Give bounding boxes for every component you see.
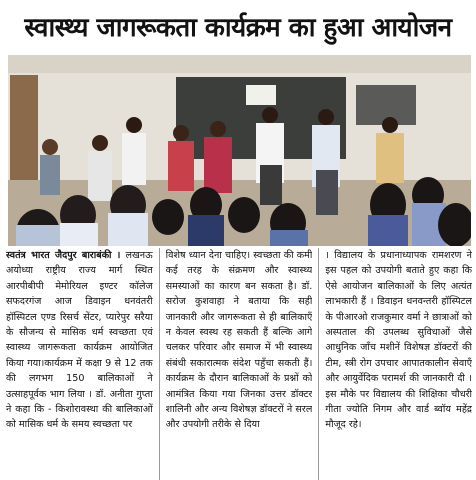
column-2-text: विशेष ध्यान देना चाहिए। स्वच्छता की कमी कई तरह के संक्रमण और स्वास्थ्य समस्याओं का कारण बन सकता है। डॉ. सरोज कुशवाहा ने बताया कि सही जानकारी और जागरूकता से ही बालिकाएँ न केवल स्वस्थ रह सकती हैं बल्कि आगे चलकर परिवार और समाज में भी स्वास्थ्य संबंधी सकारात्मक संदेश पहुँचा सकती हैं। कार्यक्रम के दौरान बालिकाओं के प्रश्नों को आमंत्रित किया गया जिनका उत्तर डॉक्टर शालिनी और अन्य विशेषज्ञ डॉक्टरों ने सरल और उपयोगी तरीके से दिया — [165, 250, 313, 431]
article-column-3 — [325, 248, 472, 480]
column-divider — [159, 248, 160, 480]
headline: स्वास्थ्य जागरूकता कार्यक्रम का हुआ आयोजन — [24, 13, 452, 43]
event-photo — [8, 55, 471, 246]
article-body — [6, 248, 472, 480]
article-column-1 — [6, 248, 153, 480]
dateline: स्वतंत्र भारत जैदपुर बाराबंकी । — [6, 250, 121, 261]
column-1-text: लखनऊ अयोध्या राष्ट्रीय राज्य मार्ग स्थित आरपीबीपी मेमोरियल इण्टर कॉलेज सफदरगंज आज डिवाइन धनवंतरी हॉस्पिटल एण्ड रिसर्च सेंटर, प्यारेपुर सरैया के सौजन्य से मासिक धर्म स्वच्छता एवं स्वास्थ्य जागरूकता कार्यक्रम आयोजित किया गया।कार्यक्रम में कक्षा 9 से 12 तक की लगभग 150 बालिकाओं ने उत्साहपूर्वक भाग लिया । डॉ. अनीता गुप्ता ने कहा कि - किशोरावस्था की बालिकाओं को मासिक धर्म के समय स्वच्छता पर — [6, 250, 153, 431]
column-3-text: । विद्यालय के प्रधानाध्यापक रामशरण ने इस पहल को उपयोगी बताते हुए कहा कि ऐसे आयोजन बालिकाओं के लिए अत्यंत लाभकारी हैं । डिवाइन धनवन्तरी हॉस्पिटल के पीआरओ राजकुमार वर्मा ने छात्राओं को अस्पताल की उपलब्ध सुविधाओं जैसे आधुनिक जाँच मशीनें विशेषज्ञ डॉक्टरों की टीम, स्त्री रोग उपचार आपातकालीन सेवाएँ और आयुर्वेदिक परामर्श की जानकारी दी । इस मौके पर विद्यालय की शिक्षिका चौधरी गीता ज्योति निगम और वार्ड ब्वॉय महेंद्र मौजूद रहे। — [325, 250, 473, 431]
column-divider — [318, 248, 319, 480]
article-column-2 — [166, 248, 313, 480]
